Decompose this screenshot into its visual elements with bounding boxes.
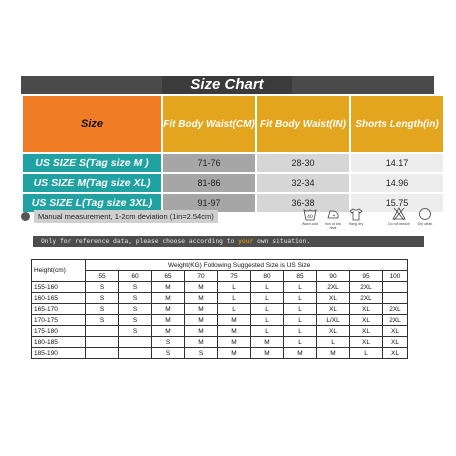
size-cell: L/XL bbox=[317, 315, 350, 326]
size-cell: L bbox=[251, 315, 284, 326]
weight-cell: 100 bbox=[383, 271, 408, 282]
size-cell: XL bbox=[317, 293, 350, 304]
size-cell: 2XL bbox=[383, 304, 408, 315]
weight-cell: 90 bbox=[317, 271, 350, 282]
us-table-weights-row bbox=[32, 271, 408, 282]
weight-cell: 60 bbox=[119, 271, 152, 282]
weight-header: Weight(KG) Following Suggested Size is US Size bbox=[86, 260, 408, 271]
size-cell: XL bbox=[350, 304, 383, 315]
measurement-note bbox=[21, 207, 434, 229]
size-cell: L bbox=[218, 293, 251, 304]
height-cell: 175-180 bbox=[32, 326, 86, 337]
size-cell: S bbox=[152, 348, 185, 359]
size-cell bbox=[119, 348, 152, 359]
size-cell: L bbox=[251, 304, 284, 315]
height-header: Height(cm) bbox=[32, 260, 86, 282]
size-cell: 2XL bbox=[383, 315, 408, 326]
height-cell: 160-165 bbox=[32, 293, 86, 304]
size-cell: S bbox=[119, 326, 152, 337]
size-cell: XL bbox=[317, 304, 350, 315]
size-cell: 2XL bbox=[350, 282, 383, 293]
size-cell: M bbox=[251, 337, 284, 348]
height-cell: 185-190 bbox=[32, 348, 86, 359]
size-cell bbox=[383, 293, 408, 304]
reference-prefix: Only for reference data, please choose according to bbox=[41, 238, 239, 245]
size-cell: XL bbox=[350, 337, 383, 348]
weight-cell: 65 bbox=[152, 271, 185, 282]
weight-cell: 55 bbox=[86, 271, 119, 282]
size-cell: S bbox=[86, 304, 119, 315]
weight-cell: 75 bbox=[218, 271, 251, 282]
care-label: Dry clean bbox=[417, 222, 433, 226]
size-cell: M bbox=[152, 304, 185, 315]
size-cell: M bbox=[185, 293, 218, 304]
waist-in-cell: 32-34 bbox=[257, 174, 349, 192]
size-cell: S bbox=[185, 348, 218, 359]
reference-note bbox=[33, 236, 424, 247]
height-cell: 155-160 bbox=[32, 282, 86, 293]
size-cell: S bbox=[119, 304, 152, 315]
size-cell: L bbox=[218, 282, 251, 293]
weight-cell: 70 bbox=[185, 271, 218, 282]
size-cell: L bbox=[218, 304, 251, 315]
size-cell: L bbox=[251, 293, 284, 304]
care-label: Iron at low heat bbox=[324, 222, 342, 230]
height-cell: 165-170 bbox=[32, 304, 86, 315]
size-row-m bbox=[23, 174, 443, 192]
size-cell: M bbox=[218, 315, 251, 326]
size-cell: S bbox=[86, 282, 119, 293]
size-cell: XL bbox=[383, 326, 408, 337]
weight-cell: 95 bbox=[350, 271, 383, 282]
us-size-table bbox=[31, 259, 408, 359]
size-cell: L bbox=[284, 293, 317, 304]
size-cell: M bbox=[251, 348, 284, 359]
size-cell bbox=[86, 348, 119, 359]
size-cell: M bbox=[218, 337, 251, 348]
size-cell: M bbox=[185, 326, 218, 337]
size-cell: M bbox=[185, 337, 218, 348]
size-cell: L bbox=[284, 304, 317, 315]
table-row bbox=[32, 304, 408, 315]
table-row bbox=[32, 293, 408, 304]
size-cell bbox=[119, 337, 152, 348]
table-row bbox=[32, 348, 408, 359]
size-cell: 2XL bbox=[350, 293, 383, 304]
height-cell: 170-175 bbox=[32, 315, 86, 326]
svg-text:40: 40 bbox=[307, 215, 313, 220]
size-cell: XL bbox=[383, 337, 408, 348]
size-row-s bbox=[23, 154, 443, 172]
size-chart-header-row bbox=[23, 96, 443, 152]
size-cell: M bbox=[185, 304, 218, 315]
waist-cm-cell: 91-97 bbox=[163, 194, 255, 212]
size-cell: L bbox=[284, 282, 317, 293]
size-cell: M bbox=[218, 326, 251, 337]
size-cell: L bbox=[284, 315, 317, 326]
weight-cell: 80 bbox=[251, 271, 284, 282]
size-cell: L bbox=[251, 326, 284, 337]
size-cell: S bbox=[86, 315, 119, 326]
size-cell: 2XL bbox=[317, 282, 350, 293]
waist-cm-cell: 71-76 bbox=[163, 154, 255, 172]
size-cell: XL bbox=[350, 326, 383, 337]
bullet-icon bbox=[21, 212, 30, 221]
height-cell: 180-185 bbox=[32, 337, 86, 348]
size-cell: S bbox=[119, 315, 152, 326]
us-table-header-row bbox=[32, 260, 408, 271]
size-cell: M bbox=[185, 282, 218, 293]
reference-highlight: your bbox=[238, 238, 254, 245]
table-row bbox=[32, 326, 408, 337]
header-size: Size bbox=[23, 96, 161, 152]
dry-clean-icon bbox=[418, 207, 432, 221]
waist-cm-cell: 81-86 bbox=[163, 174, 255, 192]
size-cell: M bbox=[152, 293, 185, 304]
wash-40-icon bbox=[303, 207, 317, 221]
size-cell: S bbox=[119, 282, 152, 293]
size-cell: XL bbox=[350, 315, 383, 326]
size-label: US SIZE S(Tag size M ) bbox=[23, 154, 161, 172]
care-label: Do not bleach bbox=[388, 222, 410, 226]
weight-cell: 85 bbox=[284, 271, 317, 282]
table-row bbox=[32, 337, 408, 348]
size-cell bbox=[86, 326, 119, 337]
size-cell: L bbox=[317, 337, 350, 348]
size-cell: M bbox=[152, 315, 185, 326]
header-shorts-length: Shorts Length(in) bbox=[351, 96, 443, 152]
length-cell: 14.96 bbox=[351, 174, 443, 192]
size-cell bbox=[86, 337, 119, 348]
care-label: Wash cold bbox=[301, 222, 319, 226]
table-row bbox=[32, 315, 408, 326]
chart-title: Size Chart bbox=[162, 76, 292, 94]
header-waist-cm: Fit Body Waist(CM) bbox=[163, 96, 255, 152]
table-row bbox=[32, 282, 408, 293]
measurement-note-text: Manual measurement, 1-2cm deviation (1in=2.54cm) bbox=[34, 210, 218, 223]
no-bleach-icon bbox=[392, 207, 406, 221]
size-cell: L bbox=[251, 282, 284, 293]
waist-in-cell: 28-30 bbox=[257, 154, 349, 172]
size-cell: M bbox=[152, 326, 185, 337]
size-cell: M bbox=[317, 348, 350, 359]
size-cell: M bbox=[218, 348, 251, 359]
header-waist-in: Fit Body Waist(IN) bbox=[257, 96, 349, 152]
size-cell: M bbox=[152, 282, 185, 293]
size-cell: L bbox=[284, 337, 317, 348]
care-label: Hang dry bbox=[348, 222, 364, 226]
size-chart-table bbox=[21, 94, 445, 214]
size-cell: XL bbox=[383, 348, 408, 359]
length-cell: 14.17 bbox=[351, 154, 443, 172]
size-cell: S bbox=[152, 337, 185, 348]
size-cell: S bbox=[119, 293, 152, 304]
waist-in-cell: 36-38 bbox=[257, 194, 349, 212]
hang-dry-icon bbox=[349, 207, 363, 221]
iron-low-icon bbox=[326, 207, 340, 221]
size-cell: S bbox=[86, 293, 119, 304]
size-cell: L bbox=[350, 348, 383, 359]
size-cell: M bbox=[185, 315, 218, 326]
size-label: US SIZE M(Tag size XL) bbox=[23, 174, 161, 192]
size-cell: M bbox=[284, 348, 317, 359]
reference-suffix: own situation. bbox=[253, 238, 311, 245]
size-label: US SIZE L(Tag size 3XL) bbox=[23, 194, 161, 212]
length-cell: 15.75 bbox=[351, 194, 443, 212]
size-cell bbox=[383, 282, 408, 293]
size-cell: XL bbox=[317, 326, 350, 337]
size-cell: L bbox=[284, 326, 317, 337]
